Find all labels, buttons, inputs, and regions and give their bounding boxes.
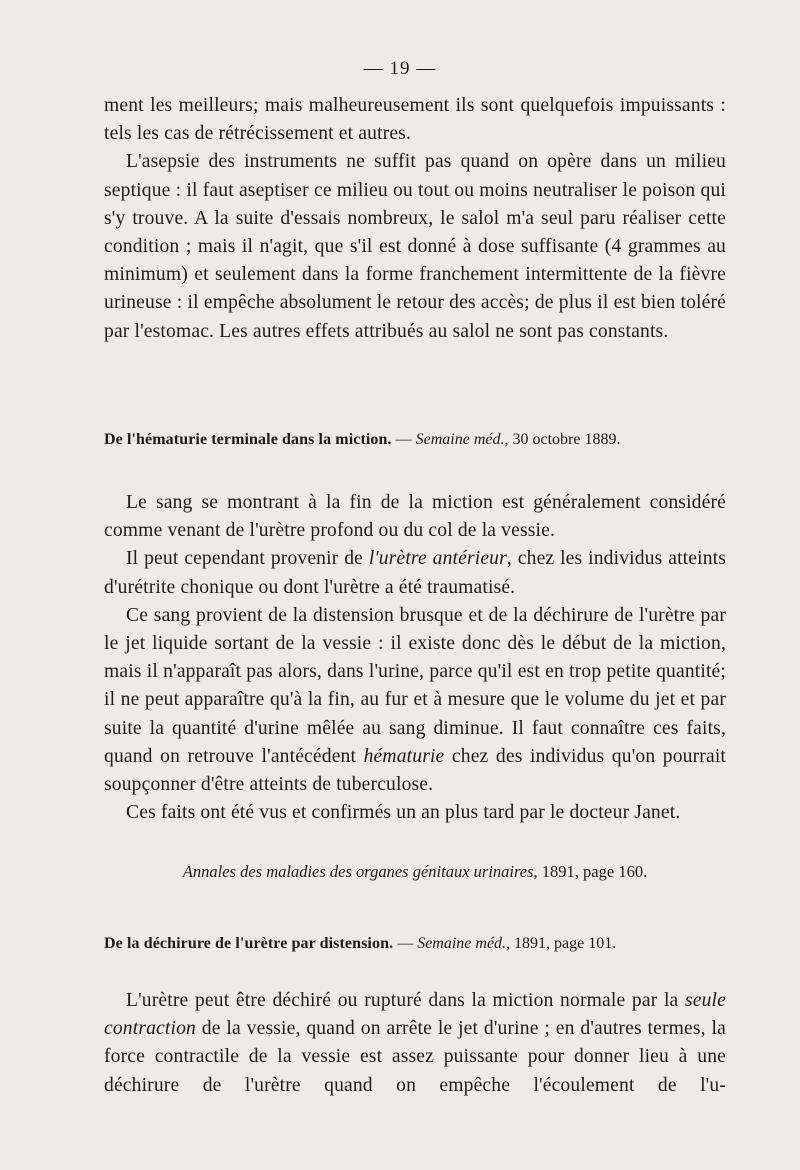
- heading-source: Semaine méd.: [415, 431, 505, 448]
- citation-annales: [104, 861, 726, 883]
- text: chez des individus qu'on pourrait soupçonner d'être atteints de tuberculose.: [104, 745, 727, 796]
- section-salol: [104, 92, 726, 346]
- page-number: — 19 —: [363, 58, 437, 79]
- paragraph-asepsie: L'asepsie des instruments ne suffit pas quand on opère dans un milieu septique : il faut aseptiser ce milieu ou tout ou moins neutraliser le poison qui s'y trouve. A la suite d'essais nombreux, le salol m'a seul paru réaliser cette condition ; mais il n'agit, que s'il est donné à dose suffisante (4 grammes au minimum) et seulement dans la forme franchement intermittente de la fièvre urineuse : il empêche absolument le retour des accès; de plus il est bien toléré par l'estomac. Les autres effets attribués au salol ne sont pas constants.: [104, 151, 726, 342]
- section-heading-hematurie: [104, 430, 726, 450]
- paragraph-distension: [104, 602, 726, 799]
- citation-details: , 1891, page 160.: [533, 862, 648, 881]
- heading-title: De l'hématurie terminale dans la miction.: [104, 431, 392, 448]
- emphasis-seule-contraction: seule contraction: [104, 990, 726, 1040]
- paragraph-janet: Ces faits ont été vus et confirmés un an plus tard par le docteur Janet.: [126, 802, 681, 824]
- emphasis-uretre-anterieur: l'urètre antérieur: [368, 548, 507, 570]
- paragraph-provenir: [104, 545, 726, 601]
- section-dechirure: [104, 987, 726, 1100]
- heading-source: Semaine méd.: [417, 935, 507, 952]
- paragraph-sang: Le sang se montrant à la fin de la miction est généralement considéré comme venant de l'urètre profond ou du col de la vessie.: [104, 492, 726, 542]
- heading-separator: —: [393, 935, 418, 952]
- section-hematurie: [104, 489, 726, 827]
- emphasis-hematurie: hématurie: [363, 745, 445, 767]
- paragraph-continued: ment les meilleurs; mais malheureusement ils sont quelquefois impuissants : tels les cas de rétrécissement et autres.: [104, 95, 726, 145]
- text: Il peut cependant provenir de: [126, 548, 369, 570]
- text: Ce sang provient de la distension brusque et de la déchirure de l'urètre par le jet liquide sortant de la vessie : il existe donc dès le début de la miction, mais il n'apparaît pas alors, dans l'urine, parce qu'il est en trop petite quantité; il ne peut apparaître qu'à la fin, au fur et à mesure que le volume du jet et par suite la quantité d'urine mêlée au sang diminue. Il faut connaître ces faits, quand on retrouve l'antécédent: [104, 604, 726, 767]
- text: de la vessie, quand on arrête le jet d'urine ; en d'autres termes, la force contractile de la vessie est assez puissante pour donner lieu à une déchirure de l'urètre quand on empêche l'écoulement de l'u-: [104, 1018, 726, 1096]
- text: , chez les individus atteints d'urétrite chonique ou dont l'urètre a été traumatisé.: [104, 548, 727, 598]
- citation-source: Annales des maladies des organes génitaux urinaires: [182, 862, 534, 881]
- heading-title: De la déchirure de l'urètre par distension.: [104, 935, 394, 952]
- heading-separator: —: [391, 431, 416, 448]
- heading-date: , 1891, page 101.: [506, 935, 617, 952]
- heading-date: , 30 octobre 1889.: [504, 431, 621, 448]
- paragraph-rupture: [104, 987, 726, 1100]
- section-heading-dechirure: [104, 934, 726, 954]
- text: L'urètre peut être déchiré ou rupturé dans la miction normale par la: [126, 990, 685, 1011]
